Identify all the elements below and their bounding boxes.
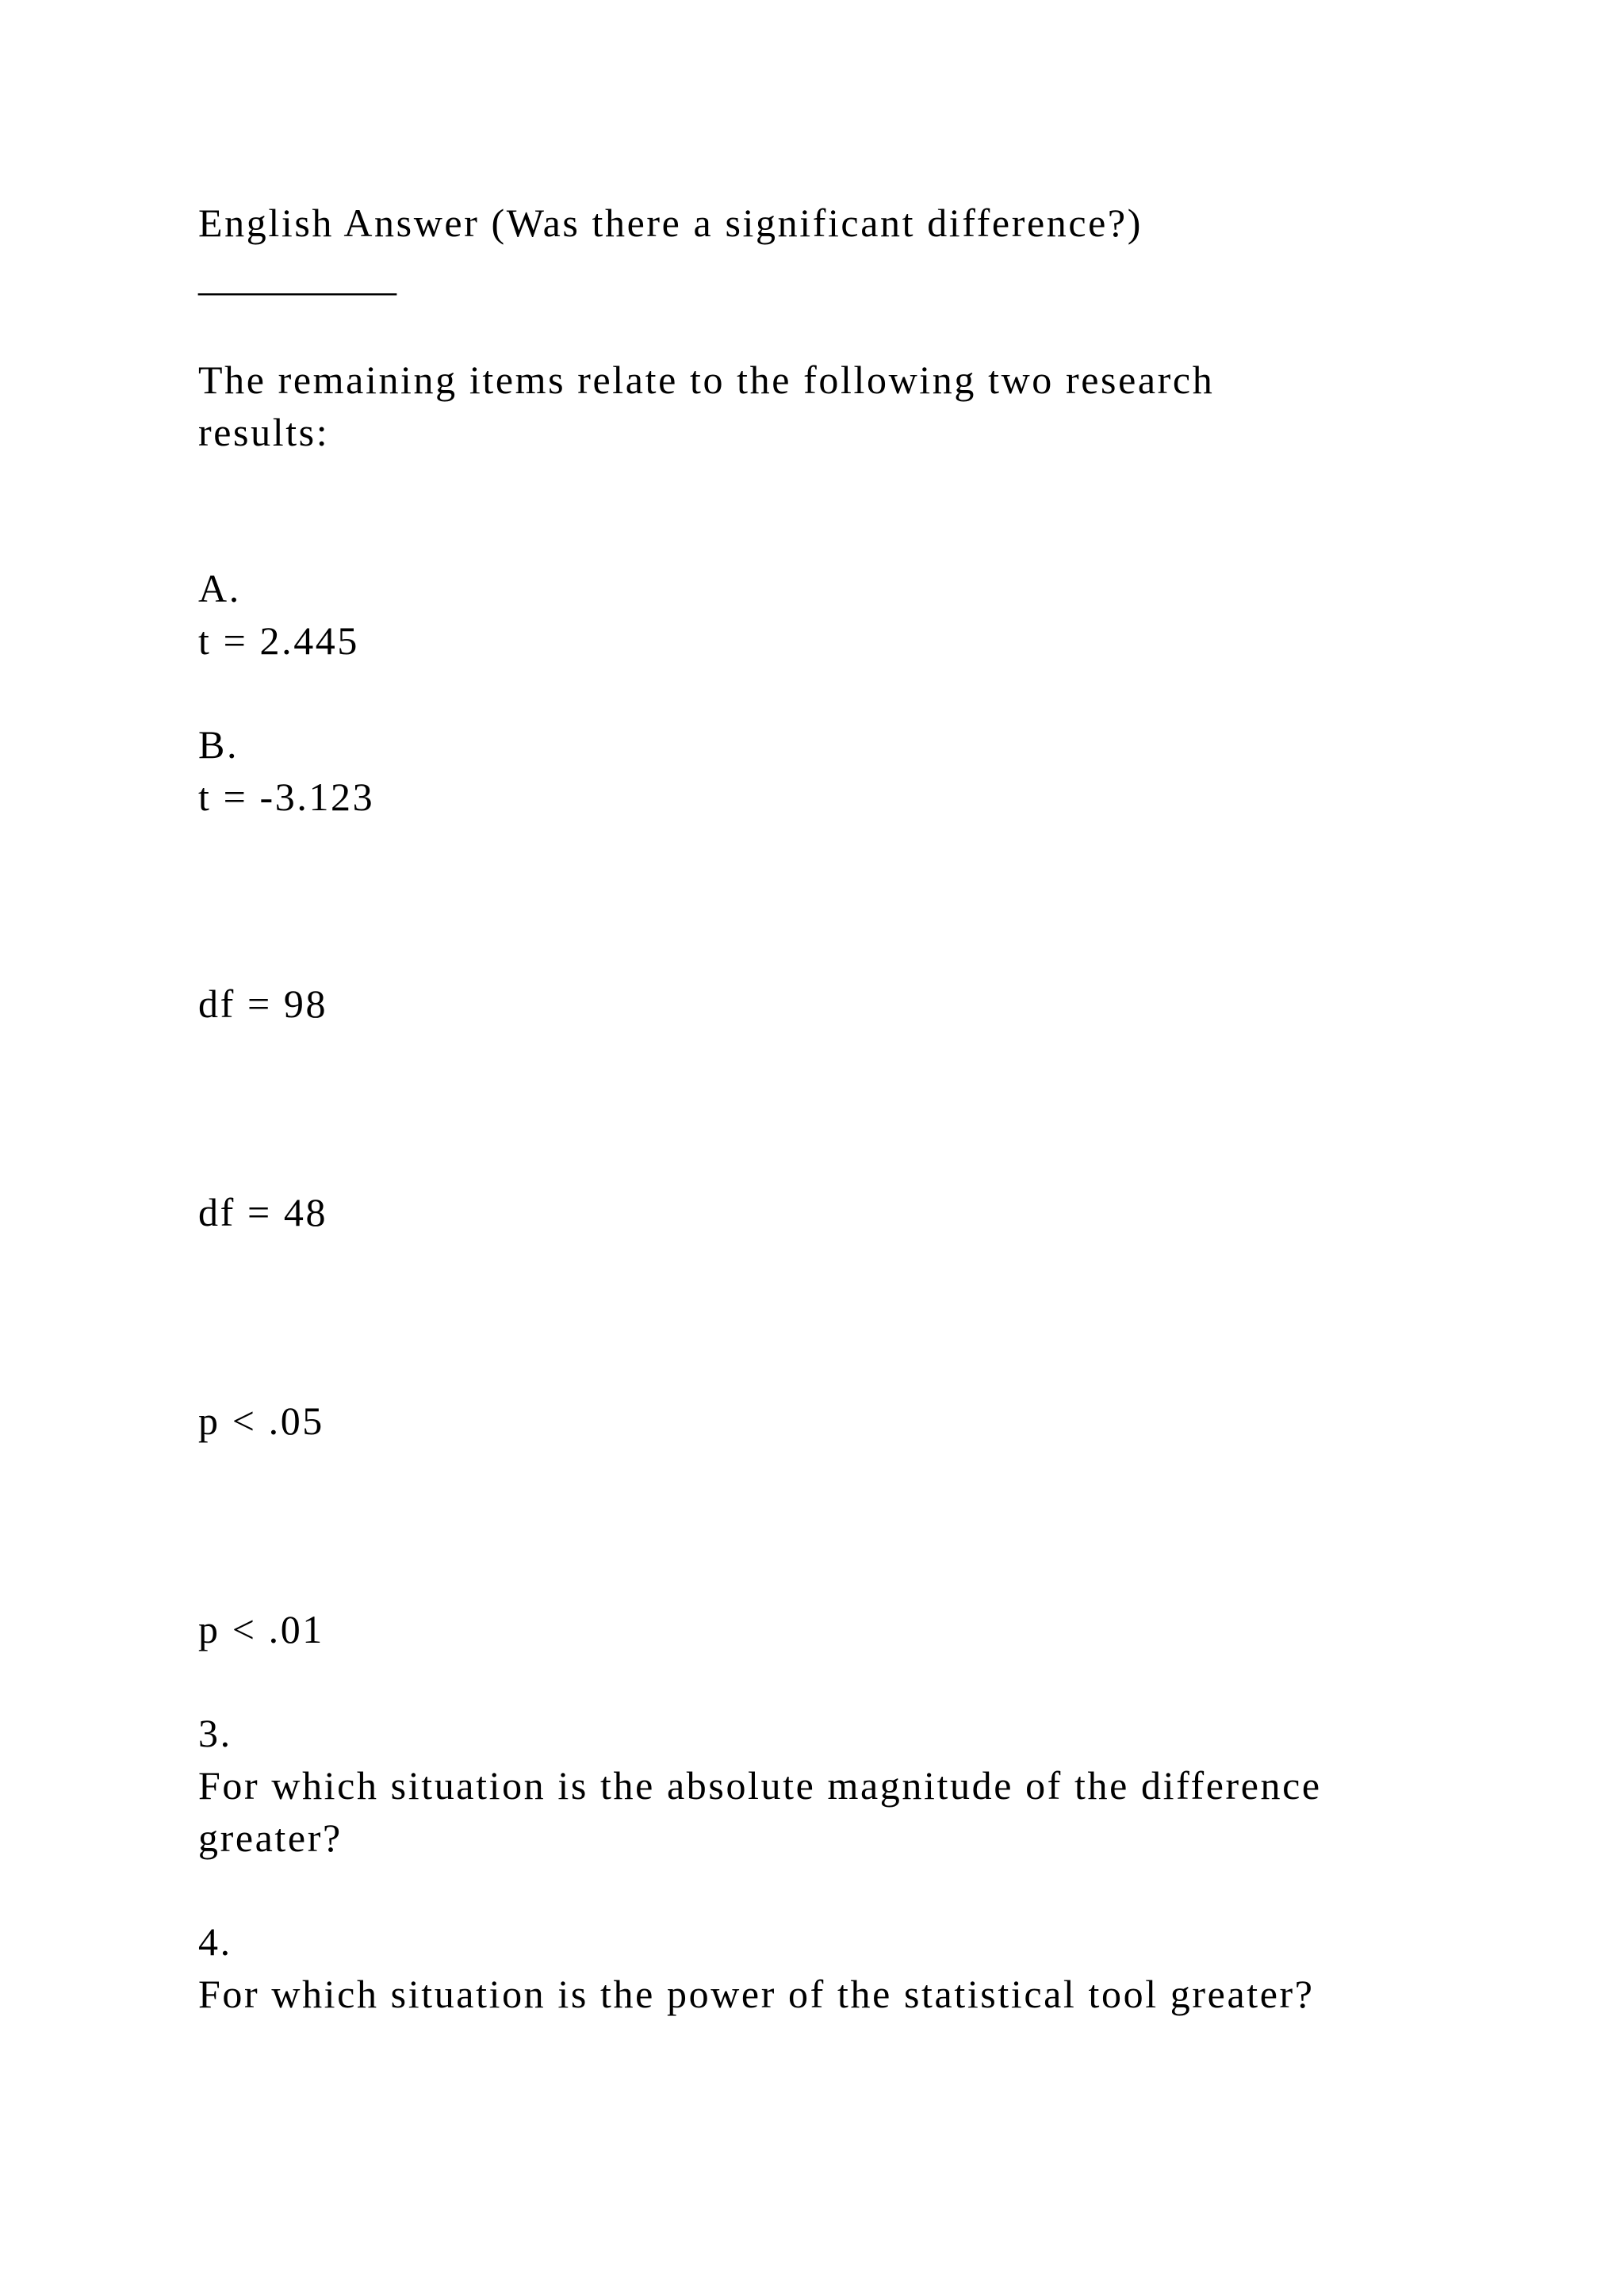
item-3-number: 3. (198, 1711, 232, 1755)
intro-line-1: The remaining items relate to the following two research (198, 358, 1215, 402)
answer-blank: __________ (198, 254, 396, 299)
intro-line-2: results: (198, 410, 330, 454)
p-a-value: p < .05 (198, 1399, 324, 1443)
df-a-value: df = 98 (198, 982, 328, 1026)
result-b-label: B. (198, 722, 239, 767)
result-b-t-value: t = -3.123 (198, 775, 375, 819)
item-4-number: 4. (198, 1919, 232, 1964)
question-line: English Answer (Was there a significant difference?) (198, 201, 1143, 245)
result-a-label: A. (198, 566, 241, 610)
df-b-value: df = 48 (198, 1190, 328, 1234)
item-4-question-line-1: For which situation is the power of the statistical tool greater? (198, 1972, 1315, 2016)
result-a-t-value: t = 2.445 (198, 618, 359, 663)
p-b-value: p < .01 (198, 1607, 324, 1651)
item-3-question-line-1: For which situation is the absolute magnitude of the difference (198, 1763, 1322, 1808)
item-3-question-line-2: greater? (198, 1816, 343, 1860)
